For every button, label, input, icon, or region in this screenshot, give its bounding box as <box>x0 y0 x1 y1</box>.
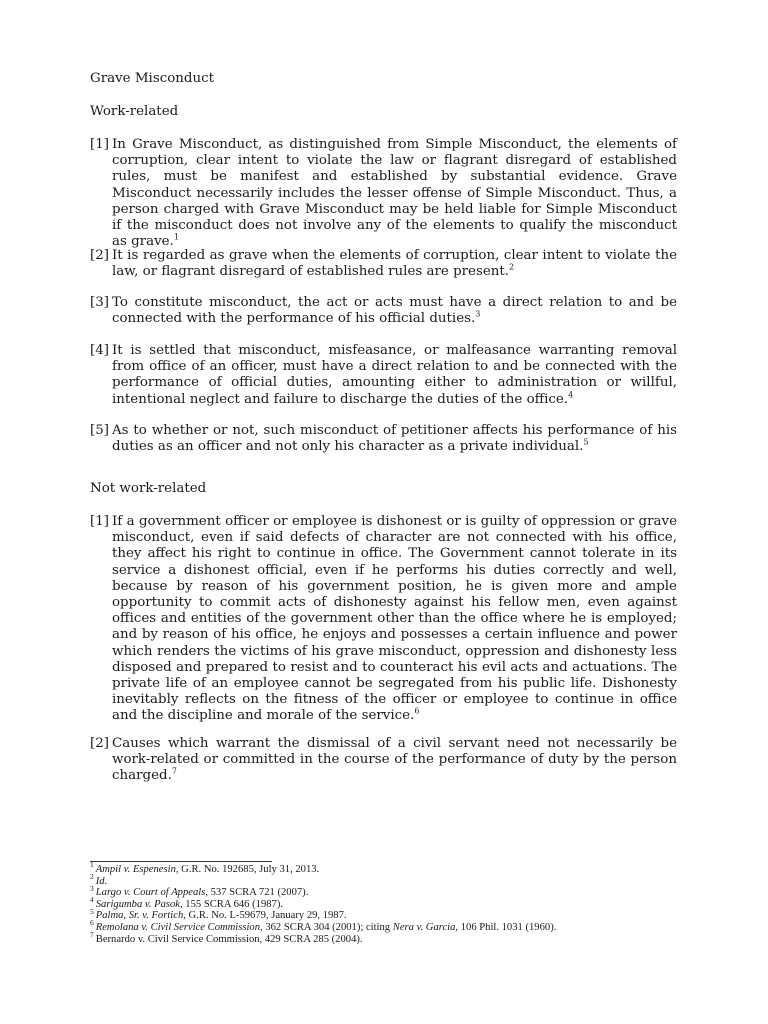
footnote-number: 4 <box>90 895 94 905</box>
work-related-item-4 <box>90 343 677 408</box>
case-name: Remolana v. Civil Service Commission, <box>95 921 263 933</box>
item-text: It is regarded as grave when the elements of corruption, clear intent to violate the law, or flagrant disregard of established rules are present. <box>112 248 677 280</box>
not-work-related-item-2 <box>90 736 677 785</box>
section-heading-work-related: Work-related <box>90 104 179 119</box>
citation: G.R. No. L-59679, January 29, 1987. <box>185 910 347 922</box>
footnote-number: 5 <box>90 906 94 916</box>
work-related-item-1 <box>90 137 677 250</box>
item-number: [3] <box>90 295 109 310</box>
citation: Bernardo v. Civil Service Commission, 429 SCRA 285 (2004). <box>95 933 363 945</box>
footnote-6 <box>90 918 690 934</box>
citation: 537 SCRA 721 (2007). <box>207 887 309 899</box>
footnotes <box>90 860 690 945</box>
item-text: To constitute misconduct, the act or acts must have a direct relation to and be connected with the performance of his official duties. <box>112 295 677 327</box>
item-number: [1] <box>90 137 109 152</box>
footnote-ref: 5 <box>583 437 589 447</box>
citation-cited: 106 Phil. 1031 (1960). <box>458 921 557 933</box>
footnote-ref: 1 <box>173 232 179 242</box>
footnote-7 <box>90 930 690 946</box>
citation: 362 SCRA 304 (2001); citing <box>262 921 393 933</box>
item-text: If a government officer or employee is dishonest or is guilty of oppression or grave misconduct, even if said defects of character are not connected with his office, they affect his right to continue in office. The Government cannot tolerate in its service a dishonest official, even if he performs his duties correctly and well, because by reason of his government position, he is given more and ample opportunity to commit acts of dishonesty against his fellow men, even against offices and entities of the government other than the office where he is employed; and by reason of his office, he enjoys and possesses a certain influence and power which renders the victims of his grave misconduct, oppression and dishonesty less disposed and prepared to resist and to counteract his evil acts and actuations. The private life of an employee cannot be segregated from his public life. Dishonesty inevitably reflects on the fitness of the officer or employee to continue in office and the discipline and morale of the service. <box>112 514 677 724</box>
item-text: In Grave Misconduct, as distinguished from Simple Misconduct, the elements of corruption, clear intent to violate the law or flagrant disregard of established rules, must be manifest and established by substantial evidence. Grave Misconduct necessarily includes the lesser offense of Simple Misconduct. Thus, a person charged with Grave Misconduct may be held liable for Simple Misconduct if the misconduct does not involve any of the elements to qualify the misconduct as grave. <box>112 137 677 250</box>
case-name: Id. <box>95 875 108 887</box>
citation: 155 SCRA 646 (1987). <box>182 898 284 910</box>
footnote-1 <box>90 860 690 876</box>
item-number: [2] <box>90 248 109 263</box>
footnote-number: 7 <box>90 930 94 940</box>
work-related-item-3 <box>90 295 677 327</box>
work-related-item-2 <box>90 248 677 280</box>
not-work-related-item-1 <box>90 514 677 725</box>
item-text: Causes which warrant the dismissal of a civil servant need not necessarily be work-related or committed in the course of the performance of duty by the person charged. <box>112 736 677 784</box>
case-name-cited: Nera v. Garcia, <box>392 921 459 933</box>
footnote-3 <box>90 883 690 899</box>
footnote-ref: 6 <box>414 706 420 716</box>
footnote-separator <box>90 861 272 862</box>
footnote-2 <box>90 872 690 888</box>
footnote-4 <box>90 895 690 911</box>
footnote-ref: 4 <box>568 390 574 400</box>
work-related-item-5 <box>90 423 677 455</box>
document-title: Grave Misconduct <box>90 71 214 86</box>
footnote-ref: 2 <box>509 262 515 272</box>
case-name: Palma, Sr. v. Fortich, <box>95 910 186 922</box>
footnote-number: 3 <box>90 883 94 893</box>
footnote-ref: 3 <box>475 309 481 319</box>
item-number: [1] <box>90 514 109 529</box>
item-number: [5] <box>90 423 109 438</box>
footnote-5 <box>90 906 690 922</box>
footnote-number: 2 <box>90 872 94 882</box>
case-name: Sarigumba v. Pasok, <box>95 898 183 910</box>
citation: G.R. No. 192685, July 31, 2013. <box>178 864 320 875</box>
item-number: [2] <box>90 736 109 751</box>
case-name: Largo v. Court of Appeals, <box>95 887 208 899</box>
case-name: Ampil v. Espenesin, <box>95 864 179 875</box>
item-number: [4] <box>90 343 109 358</box>
item-text: It is settled that misconduct, misfeasance, or malfeasance warranting removal from office of an officer, must have a direct relation to and be connected with the performance of official duties, amounting either to administration or willful, intentional neglect and failure to discharge the duties of the office. <box>112 343 677 407</box>
footnote-number: 6 <box>90 918 94 928</box>
section-heading-not-work-related: Not work-related <box>90 481 207 496</box>
footnote-ref: 7 <box>171 766 177 776</box>
footnote-number: 1 <box>90 860 94 870</box>
item-text: As to whether or not, such misconduct of petitioner affects his performance of his duties as an officer and not only his character as a private individual. <box>112 423 677 455</box>
